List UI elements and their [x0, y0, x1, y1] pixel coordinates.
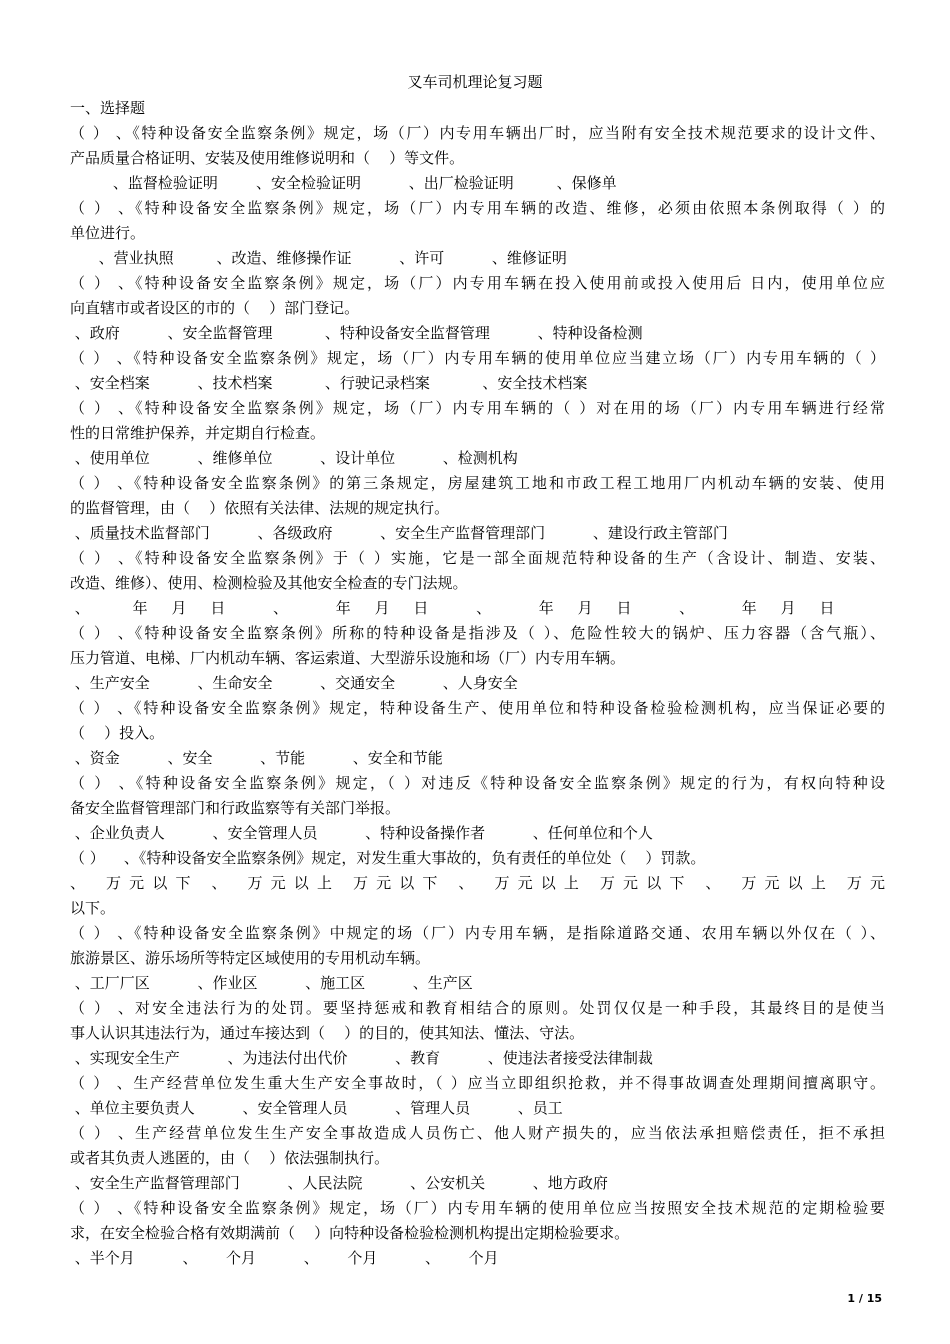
text-line: 、资金 、安全 、节能 、安全和节能 — [70, 749, 443, 767]
text-line: 、工厂厂区 、作业区 、施工区 、生产区 — [70, 974, 473, 992]
text-line: （ ） 、对安全违法行为的处罚。要坚持惩戒和教育相结合的原则。处罚仅仅是一种手段，其最终目的是使当 — [70, 999, 885, 1017]
text-line: 向直辖市或者设区的市的（ ）部门登记。 — [70, 299, 360, 317]
text-line: 一、选择题 — [70, 99, 146, 117]
text-line: （ ） 、《特种设备安全监察条例》规定，场（厂）内专用车辆的改造、维修，必须由依照本条例取得（ ）的 — [70, 199, 885, 217]
text-line: （ ） 、《特种设备安全监察条例》规定，场（厂）内专用车辆的使用单位应当按照安全技术规范的定期检验要 — [70, 1199, 885, 1217]
text-line: （ ） 、生产经营单位发生重大生产安全事故时，（ ）应当立即组织抢救，并不得事故调查处理期间擅离职守。 — [70, 1074, 885, 1092]
text-line: 、 年 月 日 、 年 月 日 、 年 月 日 、 年 月 日 — [70, 599, 835, 617]
text-line: 、企业负责人 、安全管理人员 、特种设备操作者 、任何单位和个人 — [70, 824, 653, 842]
text-line: （ ） 、《特种设备安全监察条例》的第三条规定，房屋建筑工地和市政工程工地用厂内机动车辆的安装、使用 — [70, 474, 885, 492]
text-line: （ ） 、《特种设备安全监察条例》所称的特种设备是指涉及（ ）、危险性较大的锅炉、压力容器（含气瓶）、 — [70, 624, 885, 642]
document-title: 叉车司机理论复习题 — [407, 73, 543, 91]
text-line: 、营业执照 、改造、维修操作证 、许可 、维修证明 — [70, 249, 567, 267]
text-line: 求，在安全检验合格有效期满前（ ）向特种设备检验检测机构提出定期检验要求。 — [70, 1224, 630, 1242]
text-line: （ ） 、《特种设备安全监察条例》规定，场（厂）内专用车辆在投入使用前或投入使用后 日内，使用单位应 — [70, 274, 885, 292]
text-line: 或者其负责人逃匿的，由（ ）依法强制执行。 — [70, 1149, 390, 1167]
text-line: （ ） 、《特种设备安全监察条例》规定，场（厂）内专用车辆的使用单位应当建立场（厂）内专用车辆的（ ） — [70, 349, 885, 367]
page-number: 1 / 15 — [847, 1292, 882, 1305]
text-line: （ ） 、《特种设备安全监察条例》规定，（ ）对违反《特种设备安全监察条例》规定的行为，有权向特种设 — [70, 774, 885, 792]
text-line: （ ） 、生产经营单位发生生产安全事故造成人员伤亡、他人财产损失的，应当依法承担赔偿责任，拒不承担 — [70, 1124, 885, 1142]
text-line: 改造、维修）、使用、检测检验及其他安全检查的专门法规。 — [70, 574, 468, 592]
text-line: 、 万元以下 、 万元以上 万元以下 、 万元以上 万元以下 、 万元以上 万元 — [70, 874, 885, 892]
text-line: 备安全监督管理部门和行政监察等有关部门举报。 — [70, 799, 401, 817]
text-line: 的监督管理，由（ ）依照有关法律、法规的规定执行。 — [70, 499, 450, 517]
text-line: （ ） 、《特种设备安全监察条例》规定，对发生重大事故的，负有责任的单位处（ ）罚款。 — [70, 849, 706, 867]
text-line: （ ） 、《特种设备安全监察条例》规定，场（厂）内专用车辆出厂时，应当附有安全技术规范要求的设计文件、 — [70, 124, 885, 142]
text-line: 、监督检验证明 、安全检验证明 、出厂检验证明 、保修单 — [70, 174, 617, 192]
text-line: 、安全生产监督管理部门 、人民法院 、公安机关 、地方政府 — [70, 1174, 608, 1192]
text-line: （ ） 、《特种设备安全监察条例》规定，场（厂）内专用车辆的（ ）对在用的场（厂）内专用车辆进行经常 — [70, 399, 885, 417]
text-line: 压力管道、电梯、厂内机动车辆、客运索道、大型游乐设施和场（厂）内专用车辆。 — [70, 649, 626, 667]
document-body — [70, 96, 885, 1271]
text-line: 单位进行。 — [70, 224, 146, 242]
text-line: 、使用单位 、维修单位 、设计单位 、检测机构 — [70, 449, 518, 467]
text-line: 性的日常维护保养，并定期自行检查。 — [70, 424, 326, 442]
text-line: 、安全档案 、技术档案 、行驶记录档案 、安全技术档案 — [70, 374, 588, 392]
text-line: （ ） 、《特种设备安全监察条例》于（ ）实施，它是一部全面规范特种设备的生产（含设计、制造、安装、 — [70, 549, 885, 567]
text-line: 、政府 、安全监督管理 、特种设备安全监督管理 、特种设备检测 — [70, 324, 643, 342]
text-line: （ ） 、《特种设备安全监察条例》规定，特种设备生产、使用单位和特种设备检验检测机构，应当保证必要的 — [70, 699, 885, 717]
text-line: （ ） 、《特种设备安全监察条例》中规定的场（厂）内专用车辆，是指除道路交通、农用车辆以外仅在（ ）、 — [70, 924, 885, 942]
text-line: 事人认识其违法行为，通过车接达到（ ）的目的，使其知法、懂法、守法。 — [70, 1024, 585, 1042]
text-line: 、生产安全 、生命安全 、交通安全 、人身安全 — [70, 674, 518, 692]
text-line: （ ）投入。 — [70, 724, 165, 742]
text-line: 、质量技术监督部门 、各级政府 、安全生产监督管理部门 、建设行政主管部门 — [70, 524, 728, 542]
text-line: 旅游景区、游乐场所等特定区域使用的专用机动车辆。 — [70, 949, 431, 967]
text-line: 、单位主要负责人 、安全管理人员 、管理人员 、员工 — [70, 1099, 563, 1117]
text-line: 产品质量合格证明、安装及使用维修说明和（ ）等文件。 — [70, 149, 465, 167]
text-line: 、半个月 、 个月 、 个月 、 个月 — [70, 1249, 499, 1267]
text-line: 、实现安全生产 、为违法付出代价 、教育 、使违法者接受法律制裁 — [70, 1049, 653, 1067]
text-line: 以下。 — [70, 899, 116, 917]
